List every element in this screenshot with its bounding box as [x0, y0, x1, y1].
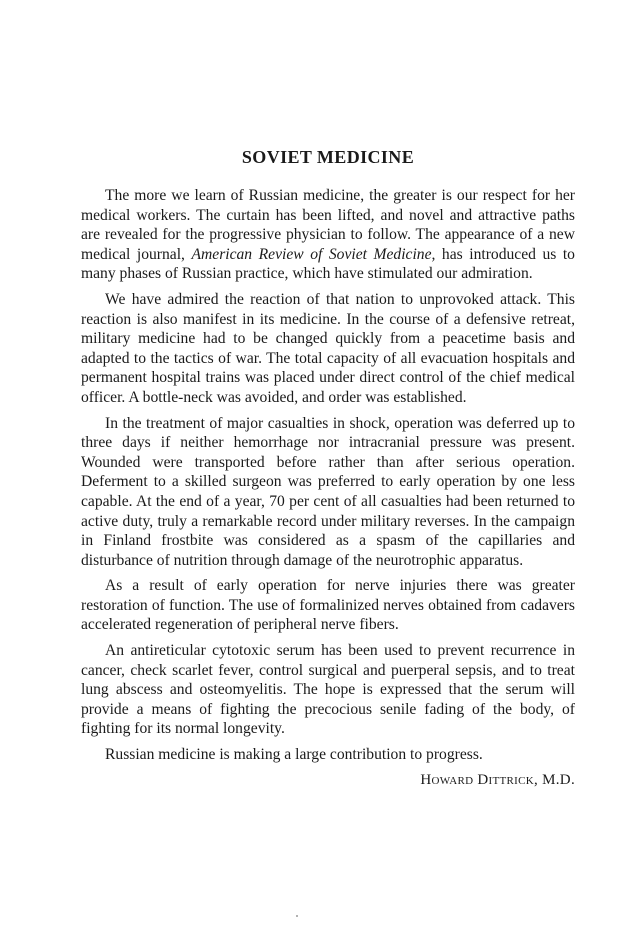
page-speck — [296, 915, 298, 917]
paragraph-3: In the treatment of major casualties in shock, operation was deferred up to three days if neither hemorrhage nor intracranial pressure was present. Wounded were transported before rather than after serious operation. Deferment to a skilled surgeon was preferred to early operation by one less capable. At the end of a year, 70 per cent of all casualties had been returned to active duty, truly a remarkable record under military reverses. In the campaign in Finland frostbite was considered as a spasm of the capillaries and disturbance of nutrition through damage of the neurotrophic apparatus. — [81, 414, 575, 569]
paragraph-4: As a result of early operation for nerve injuries there was greater restoration of function. The use of formalinized nerves obtained from cadavers accelerated regeneration of peripheral nerve fibers. — [81, 577, 575, 634]
article-title: SOVIET MEDICINE — [241, 147, 415, 167]
paragraph-5: An antireticular cytotoxic serum has been used to prevent recurrence in cancer, check scarlet fever, control surgical and puerperal sepsis, and to treat lung abscess and osteomyelitis. The hope is expressed that the serum will provide a means of fighting the precocious senile fading of the body, of fighting for its normal longevity. — [81, 642, 575, 738]
journal-title-italic: American Review of Soviet Medicine, — [191, 245, 436, 263]
paragraph-1 — [81, 186, 575, 284]
author-signature: Howard Dittrick, M.D. — [420, 771, 575, 788]
paragraph-6: Russian medicine is making a large contribution to progress. — [105, 746, 483, 764]
paragraph-1-text-after: has introduced us to many phases of Russian practice, which have stimulated our admiration. — [81, 245, 575, 283]
article-column — [81, 146, 575, 790]
paragraph-1-text-before: The more we learn of Russian medicine, the greater is our respect for her medical workers. The curtain has been lifted, and novel and attractive paths are revealed for the progressive physician to follow. The appearance of a new medical journal, — [81, 187, 575, 263]
paragraph-2: We have admired the reaction of that nation to unprovoked attack. This reaction is also manifest in its medicine. In the course of a defensive retreat, military medicine had to be changed quickly from a peacetime basis and adapted to the tactics of war. The total capacity of all evacuation hospitals and permanent hospital trains was placed under direct control of the chief medical officer. A bottle-neck was avoided, and order was established. — [81, 290, 575, 406]
